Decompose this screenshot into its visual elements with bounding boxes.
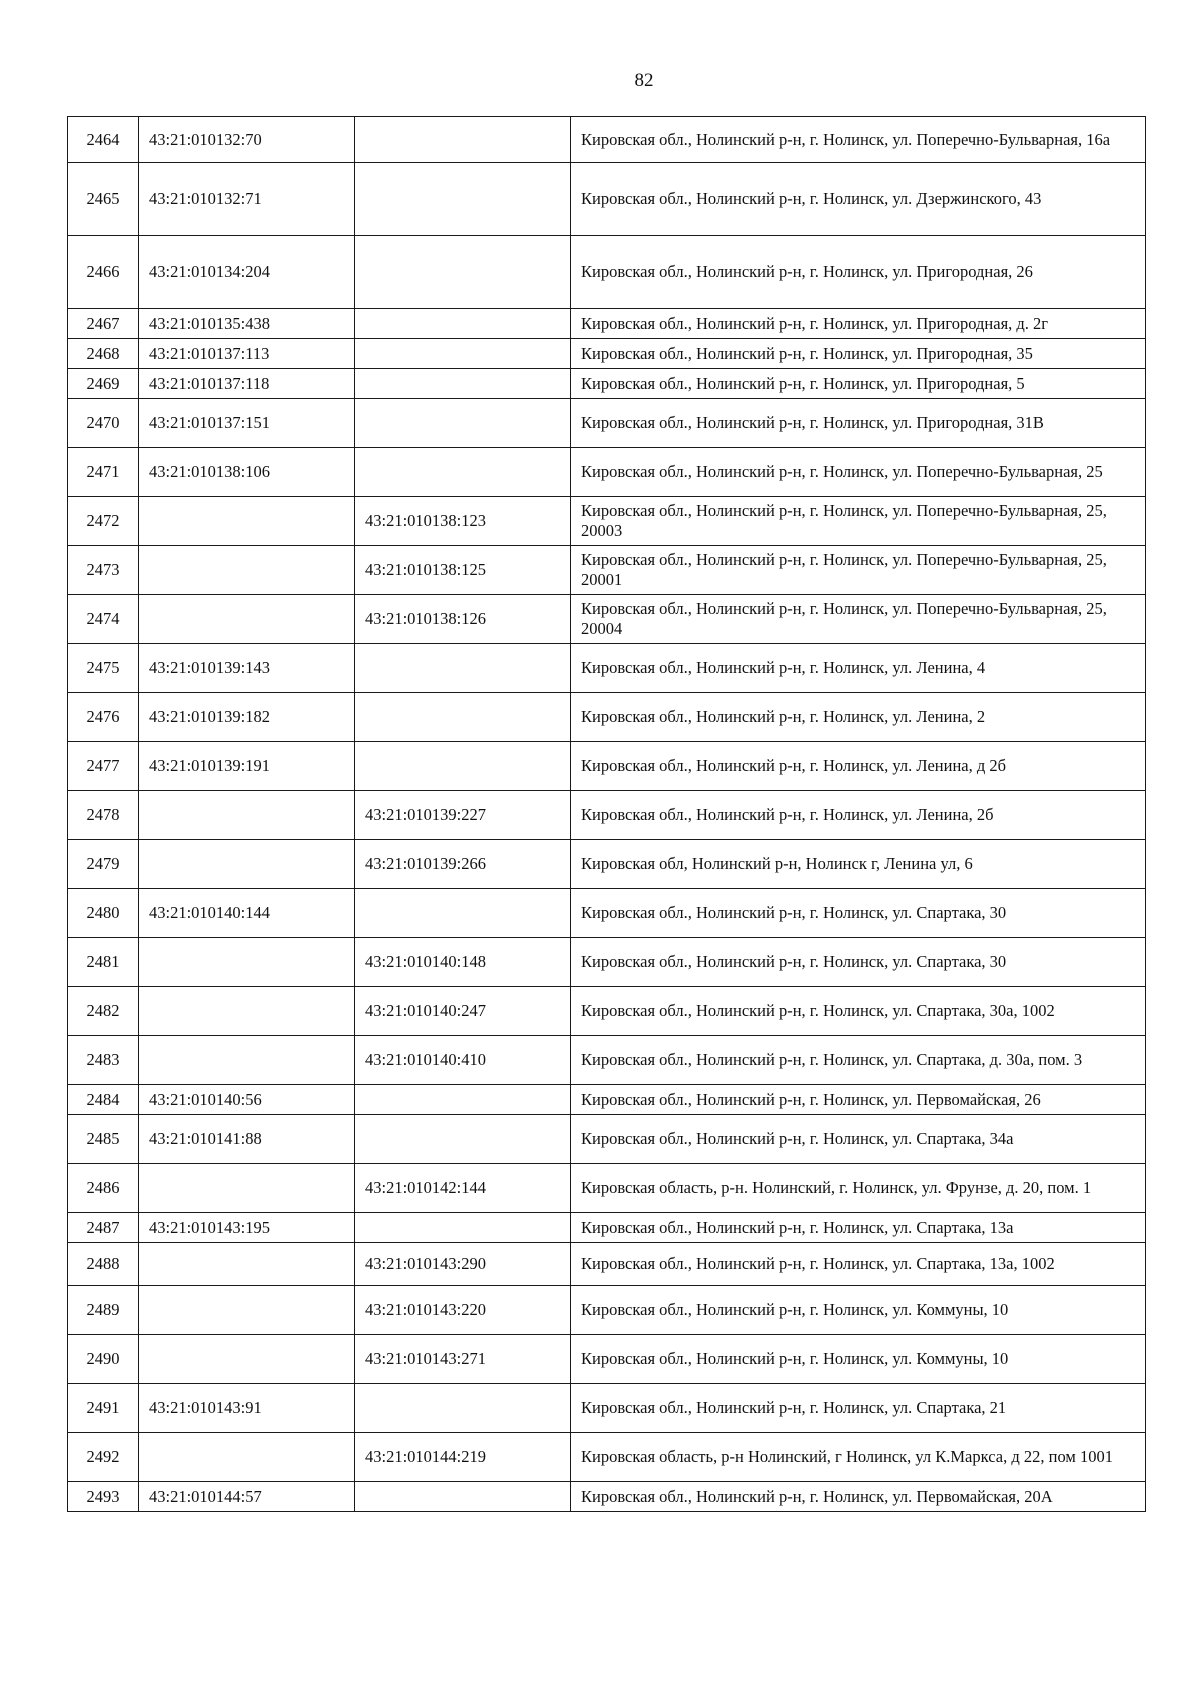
table-row: [68, 1482, 1146, 1512]
address-cell: Кировская обл., Нолинский р-н, г. Нолинск, ул. Дзержинского, 43: [571, 163, 1146, 236]
table-row: [68, 163, 1146, 236]
row-number-cell: 2475: [68, 644, 139, 693]
object-cadastral-number-cell: [355, 1384, 571, 1433]
address-cell: Кировская обл., Нолинский р-н, г. Нолинск, ул. Пригородная, д. 2г: [571, 309, 1146, 339]
table-row: [68, 742, 1146, 791]
object-cadastral-number-cell: [355, 742, 571, 791]
parcel-cadastral-number-cell: 43:21:010132:71: [139, 163, 355, 236]
parcel-cadastral-number-cell: [139, 546, 355, 595]
address-cell: Кировская обл., Нолинский р-н, г. Нолинск, ул. Спартака, 13а, 1002: [571, 1243, 1146, 1286]
parcel-cadastral-number-cell: 43:21:010139:191: [139, 742, 355, 791]
object-cadastral-number-cell: 43:21:010140:148: [355, 938, 571, 987]
row-number-cell: 2488: [68, 1243, 139, 1286]
table-row: [68, 309, 1146, 339]
object-cadastral-number-cell: [355, 163, 571, 236]
row-number-cell: 2483: [68, 1036, 139, 1085]
table-row: [68, 644, 1146, 693]
row-number-cell: 2492: [68, 1433, 139, 1482]
address-cell: Кировская обл., Нолинский р-н, г. Нолинск, ул. Ленина, 2: [571, 693, 1146, 742]
address-cell: Кировская обл., Нолинский р-н, г. Нолинск, ул. Коммуны, 10: [571, 1286, 1146, 1335]
object-cadastral-number-cell: [355, 889, 571, 938]
address-cell: Кировская обл., Нолинский р-н, г. Нолинск, ул. Спартака, 30а, 1002: [571, 987, 1146, 1036]
object-cadastral-number-cell: [355, 369, 571, 399]
table-row: [68, 1085, 1146, 1115]
parcel-cadastral-number-cell: [139, 791, 355, 840]
address-cell: Кировская обл., Нолинский р-н, г. Нолинск, ул. Пригородная, 31В: [571, 399, 1146, 448]
parcel-cadastral-number-cell: [139, 1433, 355, 1482]
row-number-cell: 2472: [68, 497, 139, 546]
table-row: [68, 693, 1146, 742]
parcel-cadastral-number-cell: [139, 1164, 355, 1213]
parcel-cadastral-number-cell: [139, 497, 355, 546]
table-row: [68, 448, 1146, 497]
parcel-cadastral-number-cell: 43:21:010144:57: [139, 1482, 355, 1512]
object-cadastral-number-cell: [355, 693, 571, 742]
address-cell: Кировская обл., Нолинский р-н, г. Нолинск, ул. Первомайская, 26: [571, 1085, 1146, 1115]
row-number-cell: 2490: [68, 1335, 139, 1384]
object-cadastral-number-cell: 43:21:010139:227: [355, 791, 571, 840]
page-number: 82: [634, 70, 654, 91]
parcel-cadastral-number-cell: 43:21:010134:204: [139, 236, 355, 309]
table-row: [68, 1335, 1146, 1384]
row-number-cell: 2486: [68, 1164, 139, 1213]
object-cadastral-number-cell: 43:21:010139:266: [355, 840, 571, 889]
object-cadastral-number-cell: 43:21:010138:123: [355, 497, 571, 546]
parcel-cadastral-number-cell: [139, 840, 355, 889]
parcel-cadastral-number-cell: [139, 1335, 355, 1384]
registry-table: [67, 116, 1146, 1512]
address-cell: Кировская обл., Нолинский р-н, г. Нолинск, ул. Поперечно-Бульварная, 16а: [571, 117, 1146, 163]
row-number-cell: 2477: [68, 742, 139, 791]
object-cadastral-number-cell: 43:21:010138:126: [355, 595, 571, 644]
row-number-cell: 2469: [68, 369, 139, 399]
table-row: [68, 1213, 1146, 1243]
table-row: [68, 791, 1146, 840]
object-cadastral-number-cell: [355, 1482, 571, 1512]
row-number-cell: 2471: [68, 448, 139, 497]
table-row: [68, 369, 1146, 399]
address-cell: Кировская обл., Нолинский р-н, г. Нолинск, ул. Пригородная, 26: [571, 236, 1146, 309]
row-number-cell: 2487: [68, 1213, 139, 1243]
address-cell: Кировская обл., Нолинский р-н, г. Нолинск, ул. Спартака, д. 30а, пом. 3: [571, 1036, 1146, 1085]
table-row: [68, 117, 1146, 163]
parcel-cadastral-number-cell: 43:21:010140:56: [139, 1085, 355, 1115]
row-number-cell: 2481: [68, 938, 139, 987]
table-row: [68, 938, 1146, 987]
object-cadastral-number-cell: 43:21:010143:220: [355, 1286, 571, 1335]
parcel-cadastral-number-cell: 43:21:010143:195: [139, 1213, 355, 1243]
parcel-cadastral-number-cell: 43:21:010141:88: [139, 1115, 355, 1164]
address-cell: Кировская обл., Нолинский р-н, г. Нолинск, ул. Поперечно-Бульварная, 25, 20003: [571, 497, 1146, 546]
address-cell: Кировская обл., Нолинский р-н, г. Нолинск, ул. Спартака, 30: [571, 889, 1146, 938]
table-row: [68, 595, 1146, 644]
address-cell: Кировская обл., Нолинский р-н, г. Нолинск, ул. Поперечно-Бульварная, 25, 20004: [571, 595, 1146, 644]
object-cadastral-number-cell: [355, 1085, 571, 1115]
table-row: [68, 399, 1146, 448]
address-cell: Кировская обл., Нолинский р-н, г. Нолинск, ул. Спартака, 30: [571, 938, 1146, 987]
parcel-cadastral-number-cell: [139, 595, 355, 644]
address-cell: Кировская обл., Нолинский р-н, г. Нолинск, ул. Первомайская, 20А: [571, 1482, 1146, 1512]
table-row: [68, 497, 1146, 546]
parcel-cadastral-number-cell: [139, 1243, 355, 1286]
table-row: [68, 889, 1146, 938]
row-number-cell: 2474: [68, 595, 139, 644]
row-number-cell: 2470: [68, 399, 139, 448]
table-row: [68, 339, 1146, 369]
address-cell: Кировская область, р-н. Нолинский, г. Нолинск, ул. Фрунзе, д. 20, пом. 1: [571, 1164, 1146, 1213]
address-cell: Кировская обл., Нолинский р-н, г. Нолинск, ул. Коммуны, 10: [571, 1335, 1146, 1384]
parcel-cadastral-number-cell: 43:21:010139:143: [139, 644, 355, 693]
row-number-cell: 2484: [68, 1085, 139, 1115]
parcel-cadastral-number-cell: 43:21:010137:151: [139, 399, 355, 448]
row-number-cell: 2478: [68, 791, 139, 840]
registry-table-body: [68, 117, 1146, 1512]
object-cadastral-number-cell: [355, 309, 571, 339]
table-row: [68, 1384, 1146, 1433]
table-row: [68, 1243, 1146, 1286]
table-row: [68, 1115, 1146, 1164]
object-cadastral-number-cell: 43:21:010143:271: [355, 1335, 571, 1384]
table-row: [68, 840, 1146, 889]
parcel-cadastral-number-cell: 43:21:010138:106: [139, 448, 355, 497]
address-cell: Кировская обл., Нолинский р-н, г. Нолинск, ул. Спартака, 13а: [571, 1213, 1146, 1243]
row-number-cell: 2480: [68, 889, 139, 938]
address-cell: Кировская обл., Нолинский р-н, г. Нолинск, ул. Поперечно-Бульварная, 25: [571, 448, 1146, 497]
address-cell: Кировская обл., Нолинский р-н, г. Нолинск, ул. Ленина, д 2б: [571, 742, 1146, 791]
object-cadastral-number-cell: [355, 644, 571, 693]
table-row: [68, 1036, 1146, 1085]
object-cadastral-number-cell: 43:21:010144:219: [355, 1433, 571, 1482]
address-cell: Кировская обл., Нолинский р-н, г. Нолинск, ул. Пригородная, 5: [571, 369, 1146, 399]
row-number-cell: 2489: [68, 1286, 139, 1335]
object-cadastral-number-cell: [355, 1213, 571, 1243]
table-row: [68, 987, 1146, 1036]
parcel-cadastral-number-cell: 43:21:010139:182: [139, 693, 355, 742]
object-cadastral-number-cell: [355, 117, 571, 163]
address-cell: Кировская область, р-н Нолинский, г Нолинск, ул К.Маркса, д 22, пом 1001: [571, 1433, 1146, 1482]
object-cadastral-number-cell: 43:21:010138:125: [355, 546, 571, 595]
parcel-cadastral-number-cell: [139, 1036, 355, 1085]
table-row: [68, 1164, 1146, 1213]
parcel-cadastral-number-cell: 43:21:010135:438: [139, 309, 355, 339]
table-row: [68, 1286, 1146, 1335]
object-cadastral-number-cell: [355, 448, 571, 497]
table-row: [68, 236, 1146, 309]
row-number-cell: 2479: [68, 840, 139, 889]
object-cadastral-number-cell: 43:21:010143:290: [355, 1243, 571, 1286]
address-cell: Кировская обл., Нолинский р-н, г. Нолинск, ул. Спартака, 34а: [571, 1115, 1146, 1164]
row-number-cell: 2491: [68, 1384, 139, 1433]
parcel-cadastral-number-cell: 43:21:010143:91: [139, 1384, 355, 1433]
row-number-cell: 2482: [68, 987, 139, 1036]
parcel-cadastral-number-cell: [139, 1286, 355, 1335]
address-cell: Кировская обл., Нолинский р-н, г. Нолинск, ул. Ленина, 4: [571, 644, 1146, 693]
parcel-cadastral-number-cell: 43:21:010132:70: [139, 117, 355, 163]
object-cadastral-number-cell: 43:21:010140:247: [355, 987, 571, 1036]
parcel-cadastral-number-cell: 43:21:010140:144: [139, 889, 355, 938]
address-cell: Кировская обл., Нолинский р-н, г. Нолинск, ул. Спартака, 21: [571, 1384, 1146, 1433]
parcel-cadastral-number-cell: [139, 938, 355, 987]
parcel-cadastral-number-cell: 43:21:010137:113: [139, 339, 355, 369]
row-number-cell: 2473: [68, 546, 139, 595]
object-cadastral-number-cell: 43:21:010142:144: [355, 1164, 571, 1213]
row-number-cell: 2468: [68, 339, 139, 369]
row-number-cell: 2485: [68, 1115, 139, 1164]
row-number-cell: 2465: [68, 163, 139, 236]
object-cadastral-number-cell: 43:21:010140:410: [355, 1036, 571, 1085]
row-number-cell: 2464: [68, 117, 139, 163]
address-cell: Кировская обл., Нолинский р-н, г. Нолинск, ул. Поперечно-Бульварная, 25, 20001: [571, 546, 1146, 595]
table-row: [68, 1433, 1146, 1482]
object-cadastral-number-cell: [355, 236, 571, 309]
row-number-cell: 2467: [68, 309, 139, 339]
row-number-cell: 2493: [68, 1482, 139, 1512]
row-number-cell: 2466: [68, 236, 139, 309]
parcel-cadastral-number-cell: [139, 987, 355, 1036]
object-cadastral-number-cell: [355, 339, 571, 369]
object-cadastral-number-cell: [355, 1115, 571, 1164]
parcel-cadastral-number-cell: 43:21:010137:118: [139, 369, 355, 399]
address-cell: Кировская обл, Нолинский р-н, Нолинск г, Ленина ул, 6: [571, 840, 1146, 889]
address-cell: Кировская обл., Нолинский р-н, г. Нолинск, ул. Пригородная, 35: [571, 339, 1146, 369]
row-number-cell: 2476: [68, 693, 139, 742]
table-row: [68, 546, 1146, 595]
object-cadastral-number-cell: [355, 399, 571, 448]
address-cell: Кировская обл., Нолинский р-н, г. Нолинск, ул. Ленина, 2б: [571, 791, 1146, 840]
